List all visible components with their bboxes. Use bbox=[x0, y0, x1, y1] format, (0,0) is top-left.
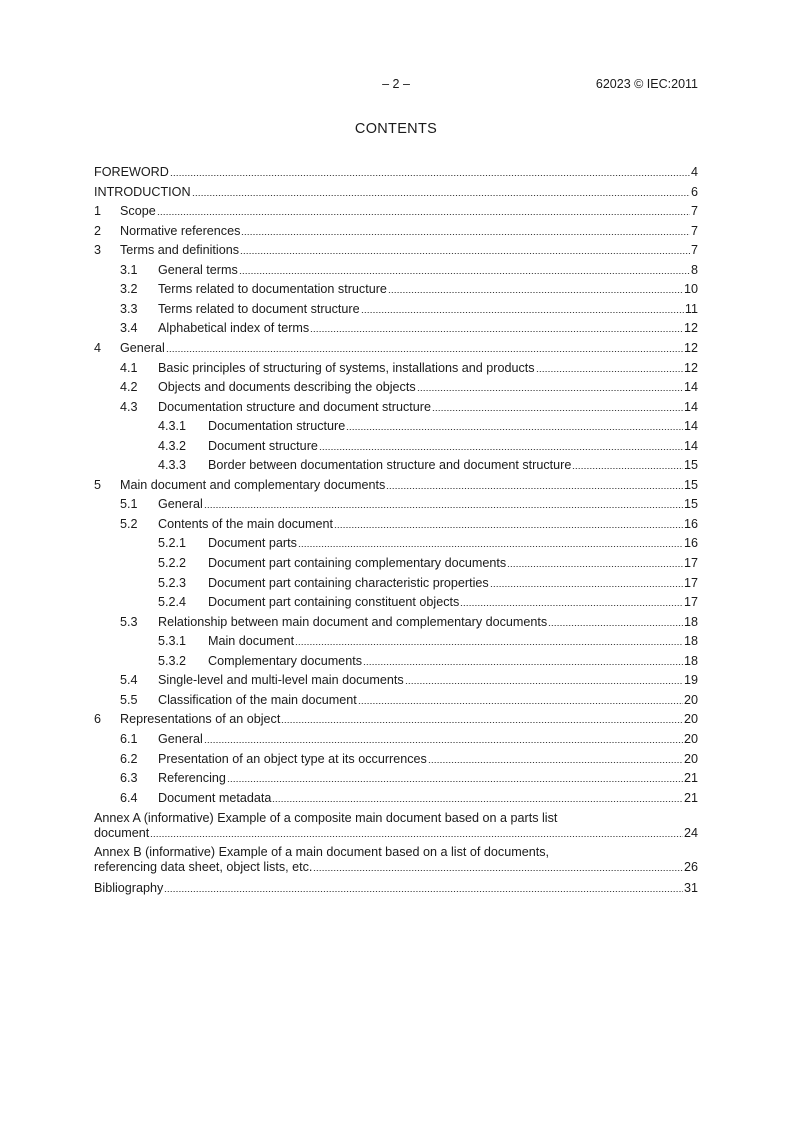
toc-entry-number: 5.2.3 bbox=[158, 575, 187, 590]
toc-entry-title: Document part containing complementary documents bbox=[208, 556, 507, 570]
toc-entry-title: Main document bbox=[208, 634, 295, 649]
toc-entry-title: Terms and definitions bbox=[120, 243, 240, 258]
toc-entry-number: 5 bbox=[94, 477, 102, 492]
toc-entry-number: 5.5 bbox=[120, 692, 138, 707]
toc-leader-dots bbox=[310, 331, 683, 332]
toc-entry[interactable] bbox=[158, 438, 698, 454]
toc-entry-page: 20 bbox=[683, 751, 698, 766]
toc-leader-dots bbox=[295, 644, 683, 645]
toc-leader-dots bbox=[240, 253, 690, 254]
toc-entry-title: Contents of the main document bbox=[158, 516, 334, 531]
toc-entry[interactable] bbox=[158, 594, 698, 610]
toc-entry-number: 4.1 bbox=[120, 360, 138, 375]
toc-entry-page: 18 bbox=[683, 653, 698, 668]
toc-entry-number: 5.2.2 bbox=[158, 556, 187, 570]
toc-leader-dots bbox=[417, 390, 683, 391]
toc-entry-page: 14 bbox=[683, 438, 698, 453]
toc-entry-title: Representations of an object bbox=[120, 712, 281, 727]
toc-entry-page: 20 bbox=[683, 731, 698, 746]
toc-entry[interactable] bbox=[94, 711, 698, 727]
toc-leader-dots bbox=[313, 870, 683, 871]
toc-leader-dots bbox=[227, 781, 683, 782]
toc-leader-dots bbox=[460, 605, 683, 606]
toc-entry-page: 21 bbox=[683, 771, 698, 786]
toc-entry-title: Main document and complementary documents bbox=[120, 477, 386, 492]
toc-entry-title: Classification of the main document bbox=[158, 692, 357, 707]
toc-entry[interactable] bbox=[158, 633, 698, 649]
toc-entry-page: 7 bbox=[690, 223, 698, 238]
toc-entry-title: Basic principles of structuring of systems, installations and products bbox=[158, 360, 535, 375]
toc-entry[interactable] bbox=[94, 203, 698, 219]
toc-entry-page: 21 bbox=[683, 790, 698, 805]
toc-entry-number: 3 bbox=[94, 243, 102, 258]
toc-entry-page: 15 bbox=[683, 458, 698, 473]
toc-entry-number: 6 bbox=[94, 712, 102, 727]
toc-entry-page: 7 bbox=[690, 204, 698, 219]
toc-entry[interactable] bbox=[158, 535, 698, 551]
toc-leader-dots bbox=[241, 234, 690, 235]
annex-title-continued: referencing data sheet, object lists, etc. bbox=[94, 860, 313, 875]
toc-entry-page: 12 bbox=[683, 321, 698, 336]
toc-entry-number: 4.3.2 bbox=[158, 438, 187, 453]
toc-entry-title: Terms related to document structure bbox=[158, 301, 360, 316]
toc-entry-title: Document parts bbox=[208, 536, 297, 551]
toc-entry-title: Document structure bbox=[208, 438, 318, 453]
toc-leader-dots bbox=[281, 722, 683, 723]
toc-entry-title: General bbox=[158, 497, 203, 512]
toc-entry-page: 14 bbox=[683, 380, 698, 395]
toc-entry[interactable] bbox=[94, 223, 698, 239]
toc-leader-dots bbox=[363, 664, 683, 665]
toc-entry-page: 19 bbox=[683, 673, 698, 688]
toc-entry[interactable] bbox=[120, 399, 698, 415]
toc-entry-page: 17 bbox=[683, 575, 698, 590]
toc-entry-number: 5.2.1 bbox=[158, 536, 187, 551]
toc-entry[interactable] bbox=[120, 672, 698, 688]
toc-entry-number: 5.1 bbox=[120, 497, 138, 512]
toc-entry-title: Alphabetical index of terms bbox=[158, 321, 310, 336]
toc-entry-number: 3.2 bbox=[120, 282, 138, 297]
toc-entry-number: 6.4 bbox=[120, 790, 138, 805]
toc-entry-title: Referencing bbox=[158, 771, 226, 786]
toc-entry-number: 3.1 bbox=[120, 262, 138, 277]
annex-page: 24 bbox=[683, 825, 698, 840]
toc-entry-number: 5.2.4 bbox=[158, 595, 187, 610]
toc-entry[interactable] bbox=[120, 281, 698, 297]
toc-entry-page: 20 bbox=[683, 712, 698, 727]
toc-entry[interactable] bbox=[120, 516, 698, 532]
toc-entry-number: 4.3.1 bbox=[158, 419, 187, 434]
toc-entry-number: 6.1 bbox=[120, 731, 138, 746]
toc-entry[interactable] bbox=[120, 770, 698, 786]
toc-entry-page: 10 bbox=[683, 282, 698, 297]
toc-entry[interactable] bbox=[120, 731, 698, 747]
bibliography-entry[interactable] bbox=[94, 880, 698, 896]
toc-leader-dots bbox=[361, 312, 684, 313]
toc-entry-number: 5.4 bbox=[120, 673, 138, 688]
toc-entry[interactable] bbox=[158, 575, 698, 591]
toc-entry-title: Scope bbox=[120, 204, 156, 219]
toc-entry-page: 11 bbox=[684, 301, 698, 316]
toc-leader-dots bbox=[346, 429, 683, 430]
toc-leader-dots bbox=[239, 273, 690, 274]
toc-entry-page: 18 bbox=[683, 614, 698, 629]
page-header bbox=[94, 77, 698, 93]
toc-entry-title: Normative references bbox=[120, 223, 241, 238]
toc-entry-page: 20 bbox=[683, 692, 698, 707]
toc-entry-title: Documentation structure and document structure bbox=[158, 399, 432, 414]
toc-leader-dots bbox=[298, 546, 683, 547]
document-id: 62023 © IEC:2011 bbox=[595, 77, 698, 91]
toc-entry[interactable] bbox=[120, 790, 698, 806]
toc-leader-dots bbox=[166, 351, 683, 352]
toc-entry-number: 5.2 bbox=[120, 516, 138, 531]
toc-entry-number: 6.3 bbox=[120, 771, 138, 786]
toc-entry[interactable] bbox=[120, 379, 698, 395]
toc-entry-page: 8 bbox=[690, 262, 698, 277]
toc-entry[interactable] bbox=[158, 457, 698, 473]
toc-entry[interactable] bbox=[94, 340, 698, 356]
bibliography-page: 31 bbox=[683, 881, 698, 896]
toc-entry[interactable] bbox=[120, 320, 698, 336]
toc-leader-dots bbox=[536, 371, 683, 372]
toc-entry[interactable] bbox=[120, 751, 698, 767]
toc-entry[interactable] bbox=[158, 418, 698, 434]
toc-entry-title: Border between documentation structure and document structure bbox=[208, 458, 572, 473]
toc-entry-number: 2 bbox=[94, 223, 102, 238]
toc-entry-title: General bbox=[120, 340, 165, 355]
toc-entry-page: 7 bbox=[690, 243, 698, 258]
page-number: – 2 – bbox=[382, 77, 410, 91]
toc-entry-title: FOREWORD bbox=[94, 165, 169, 179]
toc-entry[interactable] bbox=[120, 301, 698, 317]
bibliography-title: Bibliography bbox=[94, 881, 164, 896]
toc-leader-dots bbox=[204, 507, 683, 508]
toc-entry-title: Single-level and multi-level main documents bbox=[158, 673, 404, 688]
toc-leader-dots bbox=[405, 683, 683, 684]
toc-entry-number: 4 bbox=[94, 340, 102, 355]
toc-entry-page: 15 bbox=[683, 477, 698, 492]
toc-entry-title: Document metadata bbox=[158, 790, 272, 805]
toc-leader-dots bbox=[572, 468, 683, 469]
toc-entry-number: 4.3 bbox=[120, 399, 138, 414]
toc-entry[interactable] bbox=[94, 164, 698, 180]
toc-leader-dots bbox=[334, 527, 683, 528]
toc-entry[interactable] bbox=[120, 360, 698, 376]
toc-entry[interactable] bbox=[120, 614, 698, 630]
toc-entry-page: 16 bbox=[683, 536, 698, 551]
toc-entry[interactable] bbox=[158, 653, 698, 669]
toc-entry[interactable] bbox=[94, 184, 698, 200]
toc-entry[interactable] bbox=[158, 555, 698, 571]
toc-leader-dots bbox=[548, 625, 683, 626]
toc-entry-number: 1 bbox=[94, 204, 102, 219]
annex-page: 26 bbox=[683, 860, 698, 875]
toc-leader-dots bbox=[432, 410, 683, 411]
toc-entry-page: 14 bbox=[683, 399, 698, 414]
toc-leader-dots bbox=[170, 175, 690, 176]
toc-entry-page: 12 bbox=[683, 340, 698, 355]
toc-entry-page: 4 bbox=[690, 165, 698, 179]
toc-entry-number: 3.3 bbox=[120, 301, 138, 316]
toc-leader-dots bbox=[388, 292, 683, 293]
page-title: CONTENTS bbox=[354, 121, 438, 137]
toc-leader-dots bbox=[319, 449, 683, 450]
toc-entry-title: Relationship between main document and complementary documents bbox=[158, 614, 548, 629]
annex-title-line[interactable]: Annex B (informative) Example of a main document based on a list of documents, bbox=[94, 845, 550, 860]
toc-leader-dots bbox=[192, 195, 690, 196]
toc-entry-page: 15 bbox=[683, 497, 698, 512]
toc-leader-dots bbox=[358, 703, 683, 704]
toc-entry-title: Terms related to documentation structure bbox=[158, 282, 387, 297]
toc-entry[interactable] bbox=[120, 692, 698, 708]
toc-entry-page: 17 bbox=[683, 595, 698, 610]
toc-entry-page: 16 bbox=[683, 516, 698, 531]
toc-entry-number: 4.3.3 bbox=[158, 458, 187, 473]
toc-leader-dots bbox=[490, 586, 683, 587]
toc-entry-title: Documentation structure bbox=[208, 419, 346, 434]
toc-entry-title: Objects and documents describing the objects bbox=[158, 380, 416, 395]
toc-entry-title: General bbox=[158, 731, 203, 746]
toc-leader-dots bbox=[204, 742, 683, 743]
toc-entry-title: INTRODUCTION bbox=[94, 184, 191, 199]
toc-entry[interactable] bbox=[94, 477, 698, 493]
toc-entry-title: Document part containing characteristic properties bbox=[208, 575, 489, 590]
toc-entry-title: Complementary documents bbox=[208, 653, 362, 668]
toc-entry-number: 6.2 bbox=[120, 751, 138, 766]
annex-entry[interactable] bbox=[94, 859, 698, 875]
toc-entry-number: 4.2 bbox=[120, 380, 138, 395]
toc-entry-title: General terms bbox=[158, 262, 238, 277]
toc-leader-dots bbox=[157, 214, 690, 215]
toc-entry-page: 12 bbox=[683, 360, 698, 375]
toc-leader-dots bbox=[386, 488, 683, 489]
toc-entry-number: 5.3.1 bbox=[158, 634, 187, 649]
annex-entry[interactable] bbox=[94, 825, 698, 841]
annex-title-line[interactable]: Annex A (informative) Example of a composite main document based on a parts list bbox=[94, 810, 558, 825]
toc-entry-title: Document part containing constituent objects bbox=[208, 595, 460, 610]
toc-entry-page: 14 bbox=[683, 419, 698, 434]
toc-entry-number: 3.4 bbox=[120, 321, 138, 336]
toc-leader-dots bbox=[272, 801, 683, 802]
toc-entry-page: 17 bbox=[683, 556, 698, 570]
toc-entry[interactable] bbox=[120, 496, 698, 512]
toc-entry-page: 6 bbox=[690, 184, 698, 199]
toc-entry-page: 18 bbox=[683, 634, 698, 649]
toc-leader-dots bbox=[164, 891, 683, 892]
toc-entry-number: 5.3.2 bbox=[158, 653, 187, 668]
toc-entry[interactable] bbox=[120, 262, 698, 278]
toc-entry-title: Presentation of an object type at its occurrences bbox=[158, 751, 427, 766]
toc-entry-number: 5.3 bbox=[120, 614, 138, 629]
toc-leader-dots bbox=[507, 566, 683, 567]
toc-entry[interactable] bbox=[94, 242, 698, 258]
annex-title-continued: document bbox=[94, 825, 150, 840]
toc-leader-dots bbox=[428, 762, 683, 763]
toc-leader-dots bbox=[150, 836, 683, 837]
